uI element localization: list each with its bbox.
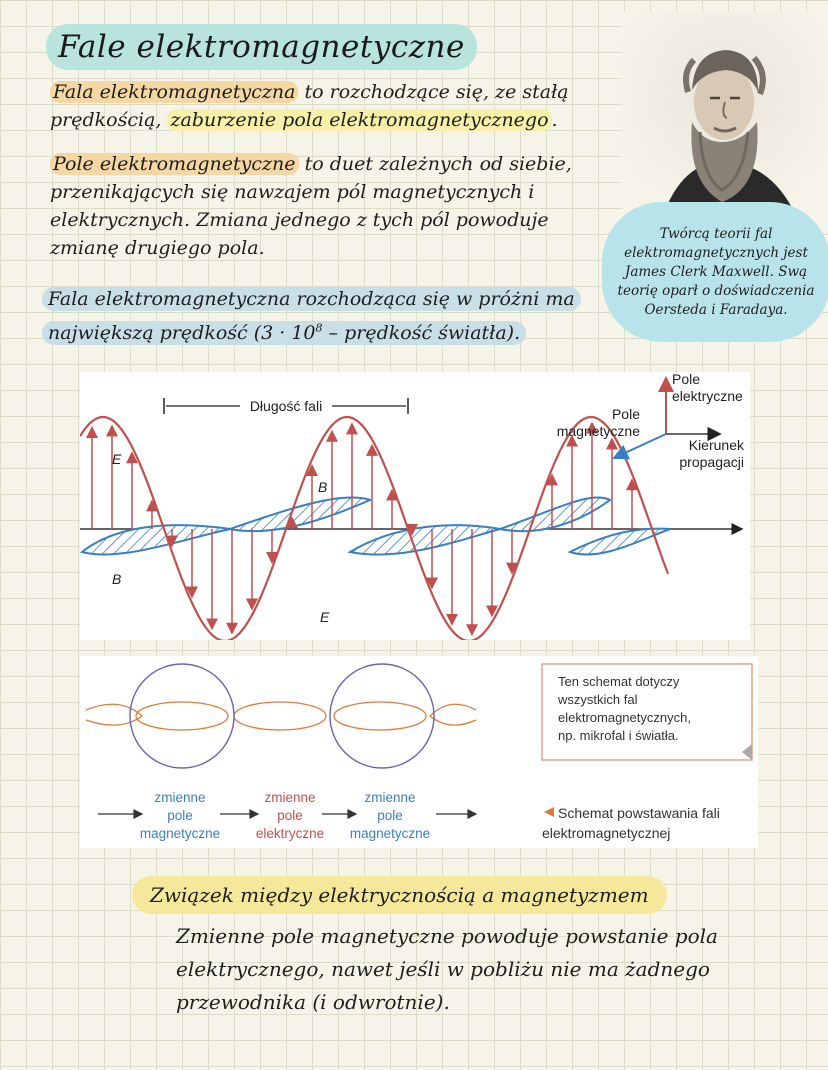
highlight-field-term: Pole elektromagnetyczne [50,153,299,175]
relation-text: Zmienne pole magnetyczne powoduje powstanie pola elektrycznego, nawet jeśli w pobliżu nie ma żadnego przewodnika (i odwrotnie). [176,924,718,1014]
highlight-wave-term: Fala elektromagnetyczna [50,81,298,103]
definition-field-text: to duet zależnych od siebie, przenikających się nawzajem pól magnetycznych i elektrycznych. Zmiana jednego z tych pól powoduje zmianę drugiego pola. [50,153,572,259]
magnetic-loops [130,664,434,768]
label-changing-electric: zmienne pole elektryczne [255,790,325,841]
caption-triangle-icon [544,807,554,817]
label-e-top: E [112,451,122,467]
speed-line-2a: największą prędkość (3 · 10 [48,322,316,345]
em-wave-diagram [80,372,750,640]
label-electric-field: Pole elektryczne [672,372,743,404]
maxwell-info-bubble [602,202,828,342]
label-b-bottom: B [112,571,122,587]
relation-title: Związek między elektrycznością a magnetyzmem [132,876,667,914]
speed-line-2 [42,321,526,345]
label-changing-magnetic-1: zmienne pole magnetyczne [139,790,221,841]
maxwell-portrait [622,12,828,218]
definition-wave-end: . [551,109,558,131]
wavelength-marker [164,398,408,414]
speed-statement [42,284,602,348]
schema-note-box [542,664,752,760]
axes-legend [557,372,745,470]
electric-loops [86,702,476,730]
speed-line-2b: – prędkość światła). [322,322,521,345]
page-title: Fale elektromagnetyczne [46,24,477,70]
definition-wave-text: to rozchodzące się, ze stałą prędkością, [50,81,569,131]
speed-line-1: Fala elektromagnetyczna rozchodząca się w próżni ma [42,287,581,311]
maxwell-info-text: Twórcą teorii fal elektromagnetycznych jest James Clerk Maxwell. Swą teorię oparł o doświadczenia Oersteda i Faradaya. [617,225,815,318]
label-changing-magnetic-2: zmienne pole magnetyczne [349,790,431,841]
definition-wave [50,78,610,134]
label-propagation-direction: Kierunek propagacji [679,437,744,470]
definition-field [50,150,612,262]
label-e-bottom: E [320,609,330,625]
label-magnetic-field: Pole magnetyczne [556,406,640,439]
schema-note-text: Ten schemat dotyczy wszystkich fal elektromagnetycznych, np. mikrofal i światła. [558,674,691,743]
schema-caption: Schemat powstawania fali elektromagnetycznej [542,805,720,841]
wavelength-label: Długość fali [249,398,323,414]
wave-formation-schema [80,656,758,848]
highlight-disturbance: zaburzenie pola elektromagnetycznego [167,109,551,131]
speed-exponent: 8 [315,322,323,335]
label-b-top: B [318,479,328,495]
